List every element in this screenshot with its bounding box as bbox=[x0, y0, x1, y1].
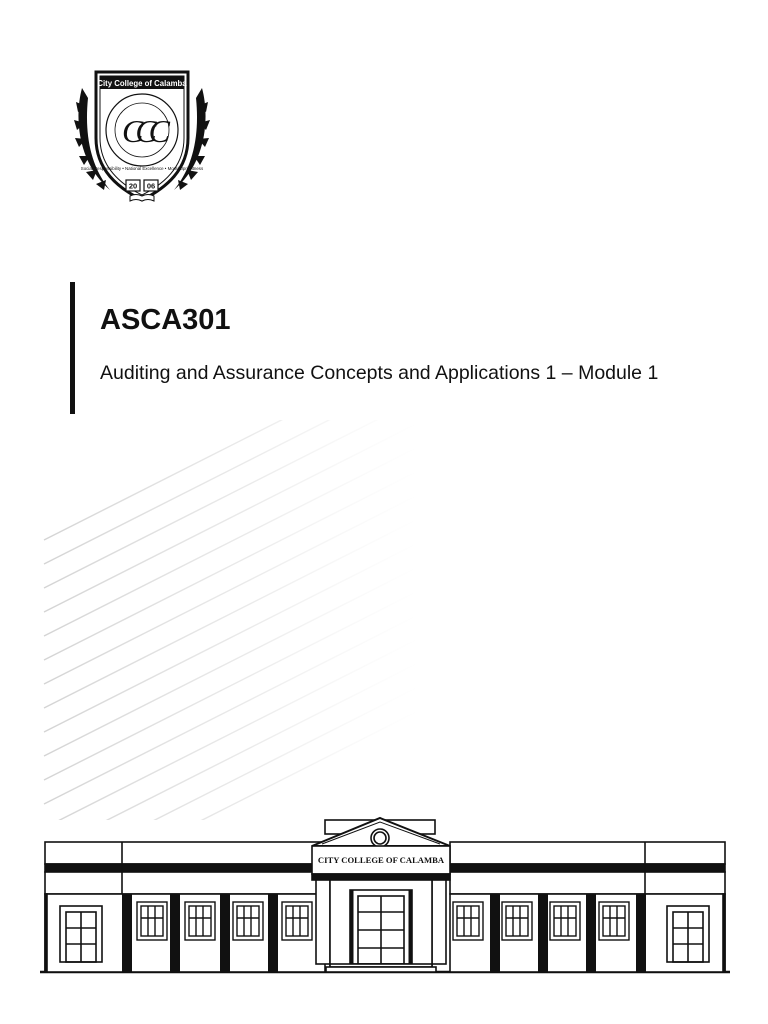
hatch-line bbox=[44, 494, 420, 684]
book-icon bbox=[130, 195, 154, 202]
college-building-illustration bbox=[40, 810, 730, 980]
course-title: Auditing and Assurance Concepts and Applications 1 – Module 1 bbox=[100, 362, 659, 384]
building-window bbox=[233, 902, 263, 940]
hatch-line bbox=[44, 590, 420, 780]
building-window bbox=[550, 902, 580, 940]
seal-year-right: 06 bbox=[146, 181, 156, 191]
diagonal-hatch-pattern bbox=[0, 420, 768, 820]
seal-year-left: 20 bbox=[128, 181, 138, 191]
building-window bbox=[282, 902, 312, 940]
hatch-line bbox=[44, 542, 420, 732]
hatch-line bbox=[44, 446, 420, 636]
seal-monogram: CCC bbox=[121, 113, 163, 149]
building-window bbox=[137, 902, 167, 940]
hatch-line bbox=[44, 518, 420, 708]
building-window bbox=[453, 902, 483, 940]
hatch-line bbox=[44, 566, 420, 756]
course-code: ASCA301 bbox=[100, 304, 231, 336]
building-sign: CITY COLLEGE OF CALAMBA bbox=[317, 855, 445, 865]
seal-college-name: City College of Calamba bbox=[97, 79, 187, 88]
hatch-line bbox=[44, 420, 420, 564]
title-block bbox=[100, 300, 740, 386]
building-window bbox=[502, 902, 532, 940]
hatch-line bbox=[44, 614, 420, 804]
seal-ring-text: Social Responsibility • National Excellence • Moral Uprightness bbox=[80, 166, 204, 171]
hatch-line bbox=[44, 470, 420, 660]
college-seal-logo bbox=[70, 68, 214, 208]
hatch-line bbox=[44, 422, 420, 612]
building-window bbox=[185, 902, 215, 940]
hatch-line bbox=[44, 638, 420, 820]
building-window bbox=[599, 902, 629, 940]
title-accent-bar bbox=[70, 282, 75, 414]
hatch-line bbox=[44, 710, 420, 820]
